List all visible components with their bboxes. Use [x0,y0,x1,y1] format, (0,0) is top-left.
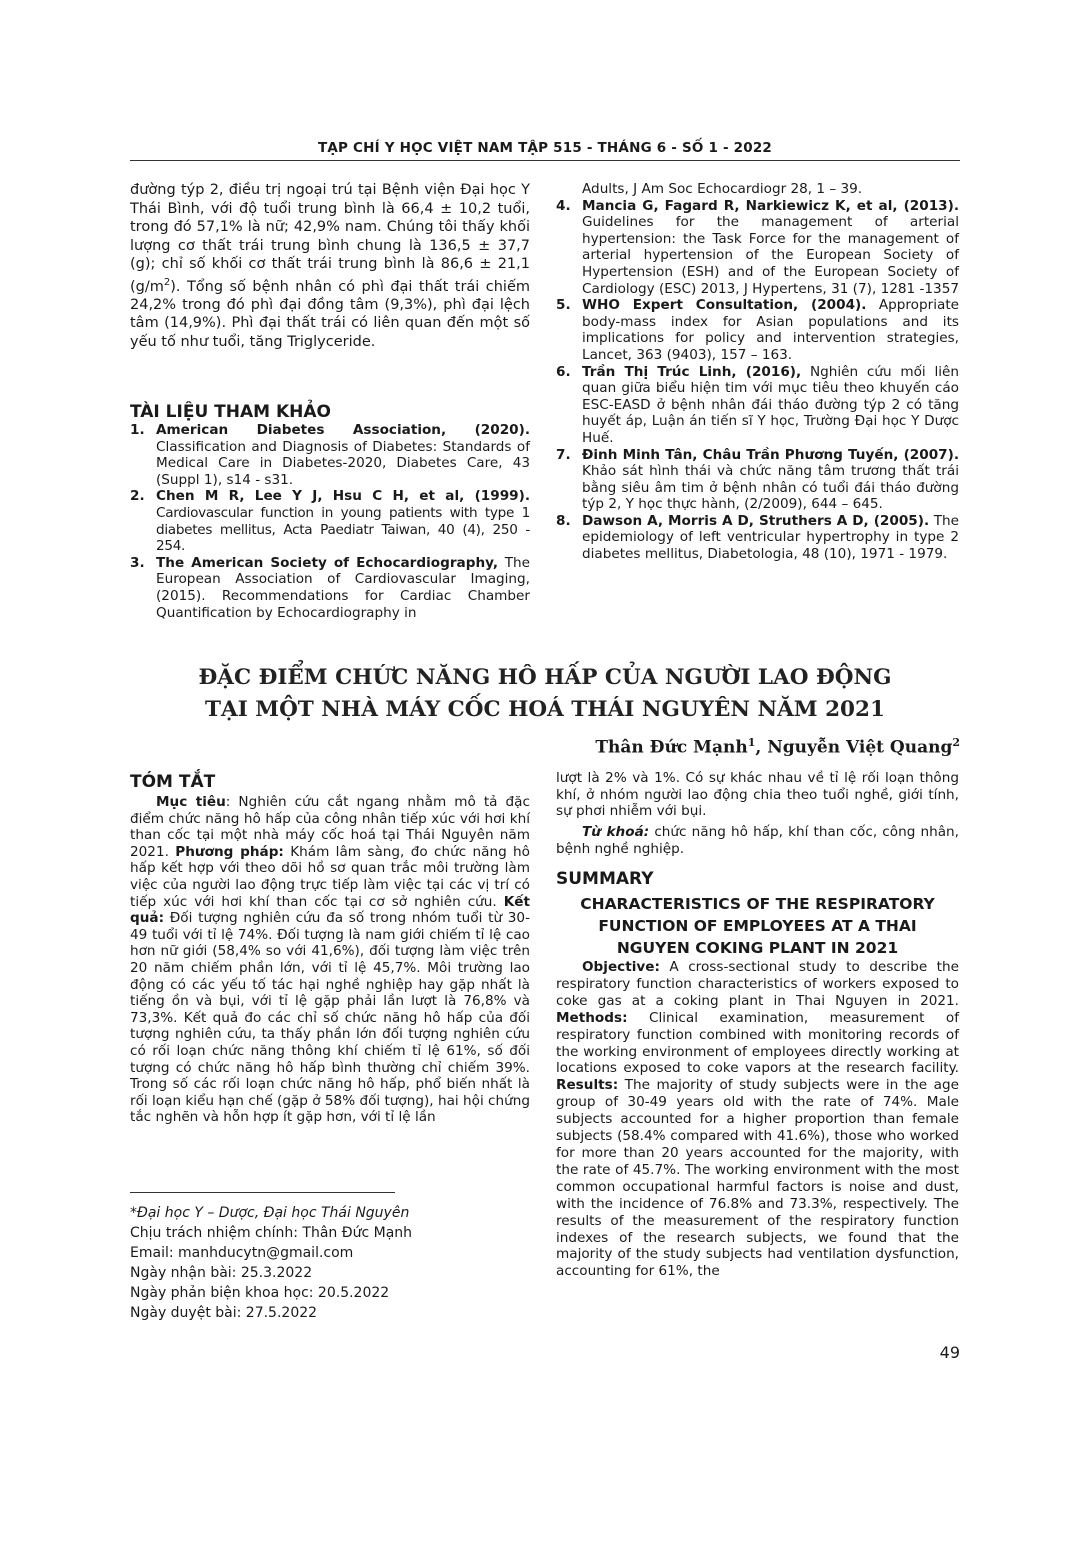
reference-authors: Mancia G, Fagard R, Narkiewicz K, et al, (2013). [582,197,959,214]
objective-label: Mục tiêu [156,794,226,810]
reference-item [556,364,959,447]
reference-text: Guidelines for the management of arterial hypertension: the Task Force for the management of arterial hypertension of the European Society of Hypertension (ESH) and of the European Society of Cardiology (ESC) 2013, J Hypertens, 31 (7), 1281 -1357 [582,214,960,297]
en-method-label: Methods: [556,1009,628,1026]
reference-number: 6. [556,363,571,380]
reference-item [556,513,959,563]
footnote-reviewed: Ngày phản biện khoa học: 20.5.2022 [130,1285,390,1301]
footnote-responsible: Chịu trách nhiệm chính: Thân Đức Mạnh [130,1225,413,1241]
en-objective-label: Objective: [582,959,660,975]
prev-conclusion-sup: 2 [163,276,171,288]
reference-item [556,297,959,363]
reference-number: 7. [556,446,571,463]
reference-authors: American Diabetes Association, (2020). [156,422,530,438]
reference-text: The European Association of Cardiovascular Imaging, (2015). Recommendations for Cardiac Chamber Quantification by Echocardiography in [156,554,530,621]
references-list-left [130,422,530,621]
article-title [150,662,940,726]
footnotes [130,1203,412,1323]
prev-conclusion-text: đường týp 2, điều trị ngoại trú tại Bệnh viện Đại học Y Thái Bình, với độ tuổi trung bình là 66,4 ± 10,2 tuổi, trong đó 57,1% là nữ; 42,9% nam. Chúng tôi thấy khối lượng cơ thất trái trung bình chung là 136,5 ± 37,7 (g); chỉ số khối cơ thất trái trung bình là 86,6 ± 21,1 (g/m [130,182,530,295]
prev-conclusion [130,181,530,351]
abstract-body [130,794,530,1126]
footnote-approved: Ngày duyệt bài: 27.5.2022 [130,1305,318,1321]
reference-number: 4. [556,197,571,214]
en-method-text: Clinical examination, measurement of respiratory function combined with monitoring records of the working environment of employees directly working at locations exposed to coke vapors at the research facility. [556,1009,959,1077]
reference-authors: Chen M R, Lee Y J, Hsu C H, et al, (1999). [156,488,530,505]
keywords-text: chức năng hô hấp, khí than cốc, công nhân, bệnh nghề nghiệp. [556,824,959,857]
en-objective-text: A cross-sectional study to describe the respiratory function characteristics of workers exposed to coke gas at a coking plant in Thai Nguyen in 2021. [556,959,959,1009]
author-separator: , [755,737,768,758]
author-name: Nguyễn Việt Quang [767,737,953,758]
reference-authors: Đinh Minh Tân, Châu Trần Phương Tuyến, (2007). [582,446,959,463]
reference-text: Nghiên cứu mối liên quan giữa biểu hiện tim với mục tiêu theo khuyến cáo ESC-EASD ở bệnh nhân đái tháo đường týp 2 có tăng huyết áp, Luận án tiến sĩ Y học, Trường Đại học Y Dược Huế. [582,363,959,446]
article-title-line1: ĐẶC ĐIỂM CHỨC NĂNG HÔ HẤP CỦA NGƯỜI LAO ĐỘNG [198,665,892,690]
reference-item-continued [556,181,959,198]
en-result-text: The majority of study subjects were in the age group of 30-49 years old with the rate of 74%. Male subjects accounted for a higher proportion than female subjects (58.4% compared with 41.6%), those who worked for more than 20 years accounted for the majority, with the rate of 45.7%. The working environment with the most common occupational harmful factors is noise and dust, with the incidence of 76.8% and 73.3%, respectively. The results of the measurement of the respiratory function indexes of the research subjects, we found that the majority of the study subjects had ventilation dysfunction, accounting for 61%, the [556,1077,959,1280]
reference-text: Adults, J Am Soc Echocardiogr 28, 1 – 39. [582,181,863,197]
reference-number: 8. [556,512,571,529]
reference-authors: Dawson A, Morris A D, Struthers A D, (2005). [582,512,930,529]
references-list-right [556,181,959,563]
reference-number: 5. [556,297,571,314]
references-heading: TÀI LIỆU THAM KHẢO [130,402,331,422]
header-divider [130,160,960,161]
english-title [556,893,959,959]
reference-item [130,422,530,488]
author-affiliation-sup: 1 [747,736,756,749]
footnote-affiliation: *Đại học Y – Dược, Đại học Thái Nguyên [130,1205,410,1221]
abstract-heading: TÓM TẮT [130,772,216,792]
result-label: Kết quả: [130,893,530,927]
method-label: Phương pháp: [175,843,284,860]
footnote-email: Email: manhducytn@gmail.com [130,1245,354,1261]
summary-heading: SUMMARY [556,869,654,889]
keywords-label: Từ khoá: [582,824,650,840]
reference-authors: WHO Expert Consultation, (2004). [582,297,867,314]
prev-conclusion-tail: ). Tổng số bệnh nhân có phì đại thất trái chiếm 24,2% trong đó phì đại đồng tâm (9,3%), phì đại lệch tâm (14,9%). Phì đại thất trái có liên quan đến một số yếu tố như tuổi, tăng Triglyceride. [130,278,530,350]
reference-item [130,555,530,621]
result-text: Đối tượng nghiên cứu đa số trong nhóm tuổi từ 30-49 tuổi với tỉ lệ 74%. Đối tượng là nam giới chiếm tỉ lệ cao hơn nữ giới (58,4% so với 41,6%), đối tượng làm việc trên 20 năm chiếm phần lớn, với tỉ lệ 45,7%. Môi trường lao động có các yếu tố tác hại nghề nghiệp hay gặp nhất là tiếng ồn và bụi, với tỉ lệ gặp phải lần lượt là 76,8% và 73,3%. Kết quả đo các chỉ số chức năng hô hấp của đối tượng nghiên cứu, ta thấy phần lớn đối tượng nghiên cứu có rối loạn chức năng thông khí chiếm tỉ lệ 61%, số đối tượng có chức năng hô hấp bình thường chỉ chiếm 39%. Trong số các rối loạn chức năng hô hấp, phổ biến nhất là rối loạn kiểu hạn chế (gặp ở 58% đối tượng), hai hội chứng tắc nghẽn và hỗn hợp ít gặp hơn, với tỉ lệ lần [130,910,530,1126]
english-title-line2: FUNCTION OF EMPLOYEES AT A THAI [598,917,917,935]
article-title-line2: TẠI MỘT NHÀ MÁY CỐC HOÁ THÁI NGUYÊN NĂM 2021 [205,697,885,722]
reference-item [556,198,959,298]
reference-text: Classification and Diagnosis of Diabetes: Standards of Medical Care in Diabetes-2020, Diabetes Care, 43 (Suppl 1), s14 - s31. [156,438,530,488]
reference-number: 3. [130,554,145,571]
english-abstract [556,959,959,1280]
reference-text: Appropriate body-mass index for Asian populations and its implications for policy and intervention strategies, Lancet, 363 (9403), 157 – 163. [582,297,960,363]
footnote-divider [130,1192,395,1193]
english-title-line1: CHARACTERISTICS OF THE RESPIRATORY [580,895,935,913]
keywords [556,824,959,857]
reference-number: 2. [130,488,145,505]
footnote-received: Ngày nhận bài: 25.3.2022 [130,1265,313,1281]
reference-authors: The American Society of Echocardiography, [156,554,499,571]
page-number: 49 [939,1343,960,1362]
reference-authors: Trần Thị Trúc Linh, (2016), [582,363,802,380]
reference-text: Cardiovascular function in young patients with type 1 diabetes mellitus, Acta Paediatr Taiwan, 40 (4), 250 - 254. [156,504,530,555]
article-authors [595,736,960,758]
method-text: Khám lâm sàng, đo chức năng hô hấp kết hợp với theo dõi hồ sơ quan trắc môi trường làm việc của người lao động trực tiếp làm việc tại các vị trí có tiếp xúc với hơi khí than cốc tại cơ sở nghiên cứu. [130,843,530,910]
author-name: Thân Đức Mạnh [595,737,748,758]
reference-item [556,447,959,513]
author-affiliation-sup: 2 [952,736,960,749]
reference-number: 1. [130,422,145,438]
english-title-line3: NGUYEN COKING PLANT IN 2021 [616,939,899,957]
reference-item [130,488,530,554]
objective-text: : Nghiên cứu cắt ngang nhằm mô tả đặc điểm chức năng hô hấp của công nhân tiếp xúc với hơi khí than cốc tại một nhà máy cốc hoá tại Thái Nguyên năm 2021. [130,794,530,860]
reference-text: The epidemiology of left ventricular hypertrophy in type 2 diabetes mellitus, Diabetologia, 48 (10), 1971 - 1979. [582,512,960,563]
journal-header: TẠP CHÍ Y HỌC VIỆT NAM TẬP 515 - THÁNG 6 - SỐ 1 - 2022 [317,140,773,156]
reference-text: Khảo sát hình thái và chức năng tâm trương thất trái bằng siêu âm tim ở bệnh nhân có tuổi đái tháo đường týp 2, Y học thực hành, (2/2009), 644 – 645. [582,463,959,513]
abstract-continued: lượt là 2% và 1%. Có sự khác nhau về tỉ lệ rối loạn thông khí, ở nhóm người lao động chia theo tuổi nghề, giới tính, sự phơi nhiễm với bụi. [556,770,959,820]
en-result-label: Results: [556,1077,619,1094]
